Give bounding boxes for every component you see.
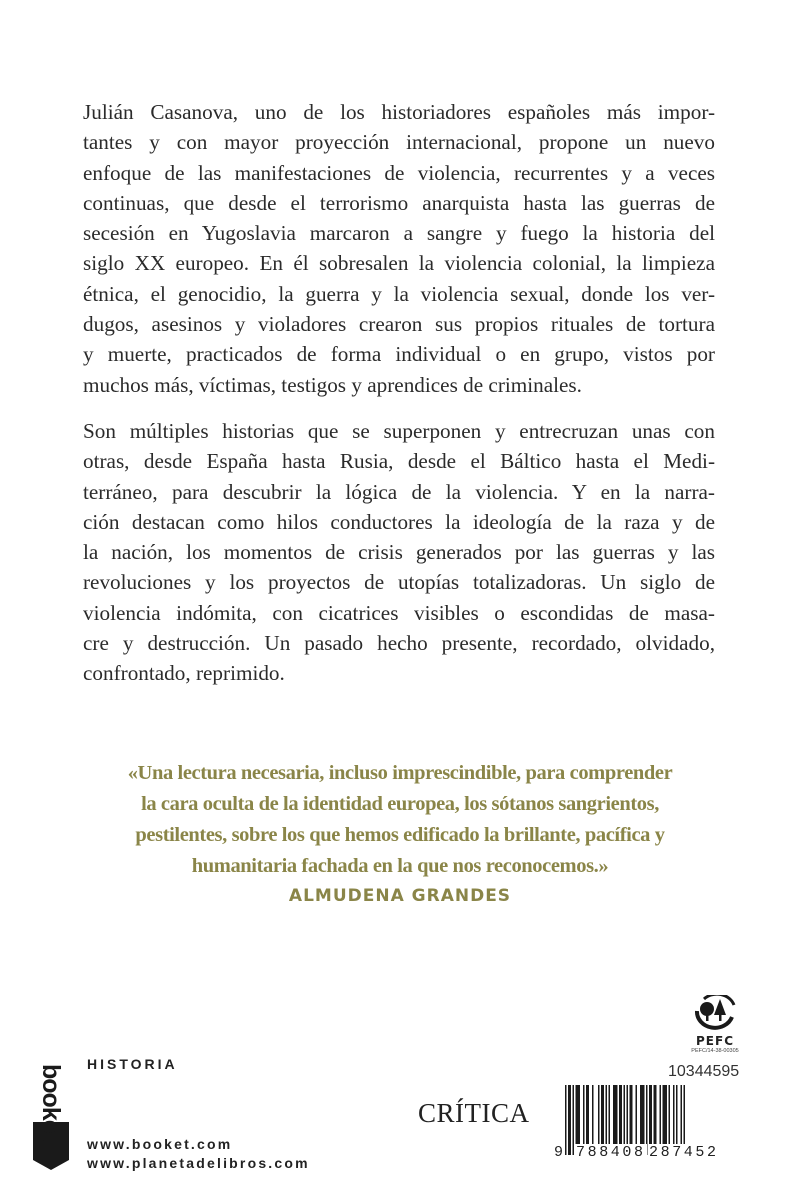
collection-label: HISTORIA [87,1056,178,1072]
blurb-paragraph-2 [83,416,715,689]
isbn-digit-prefix: 9 [554,1144,564,1161]
pefc-label: PEFC [696,1034,734,1048]
blurb-line: continuas, que desde el terrorismo anarquista hasta las guerras de [83,190,715,215]
blurb-line: siglo XX europeo. En él sobresalen la violencia colonial, la limpieza [83,251,715,276]
barcode-bar [565,1085,567,1155]
booket-logo-text: booket [37,1064,65,1140]
booket-url[interactable]: www.booket.com [87,1136,233,1152]
blurb-line: secesión en Yugoslavia marcaron a sangre y fuego la historia del [83,221,715,246]
blurb-paragraph-1 [83,97,715,400]
pefc-code: PEFC/14-38-00305 [691,1048,739,1054]
barcode-bar [568,1085,571,1155]
product-code: 10344595 [668,1063,740,1080]
blurb-line: enfoque de las manifestaciones de violencia, recurrentes y a veces [83,160,715,185]
blurb-line: Julián Casanova, uno de los historiadores españoles más impor- [83,100,715,124]
back-cover-blurb [83,97,715,689]
quote-line: pestilentes, sobre los que hemos edificado la brillante, pacífica y [135,824,665,846]
quote-line: la cara oculta de la identidad europea, los sótanos sangrientos, [141,793,659,815]
blurb-line: Son múltiples historias que se superponen y entrecruzan unas con [83,418,715,443]
publisher-logo: CRÍTICA [418,1098,530,1128]
pefc-certification [680,995,750,1054]
barcode-bar [573,1085,575,1155]
blurb-line: revoluciones y los proyectos de utopías totalizadoras. Un siglo de [83,570,715,595]
quote-author: ALMUDENA GRANDES [288,886,512,906]
blurb-line: dugos, asesinos y violadores crearon sus propios rituales de tortura [83,312,715,337]
blurb-line: muchos más, víctimas, testigos y aprendices de criminales. [83,372,582,397]
blurb-line: confrontado, reprimido. [83,661,285,686]
planeta-url[interactable]: www.planetadelibros.com [87,1155,310,1171]
blurb-line: tantes y con mayor proyección internacional, propone un nuevo [83,130,715,155]
isbn-digits-left: 788408 [576,1144,646,1161]
quote-line: humanitaria fachada en la que nos reconocemos.» [191,855,609,877]
quote-line: «Una lectura necesaria, incluso imprescindible, para comprender [127,762,673,784]
blurb-line: otras, desde España hasta Rusia, desde el Báltico hasta el Medi- [83,449,715,474]
endorsement-quote [90,758,710,882]
blurb-line: y muerte, practicados de forma individual o en grupo, vistos por [83,342,715,367]
booket-logo-icon [33,1060,69,1170]
blurb-line: ción destacan como hilos conductores la ideología de la raza y de [83,509,715,534]
blurb-line: la nación, los momentos de crisis generados por las guerras y las [83,540,715,565]
blurb-line: terráneo, para descubrir la lógica de la violencia. Y en la narra- [83,479,715,504]
blurb-line: étnica, el genocidio, la guerra y la violencia sexual, donde los ver- [83,281,715,306]
blurb-line: violencia indómita, con cicatrices visibles o escondidas de masa- [83,600,715,625]
isbn-digits-right: 287452 [649,1144,719,1161]
pefc-trees-icon [692,995,738,1031]
blurb-line: cre y destrucción. Un pasado hecho presente, recordado, olvidado, [83,631,715,656]
